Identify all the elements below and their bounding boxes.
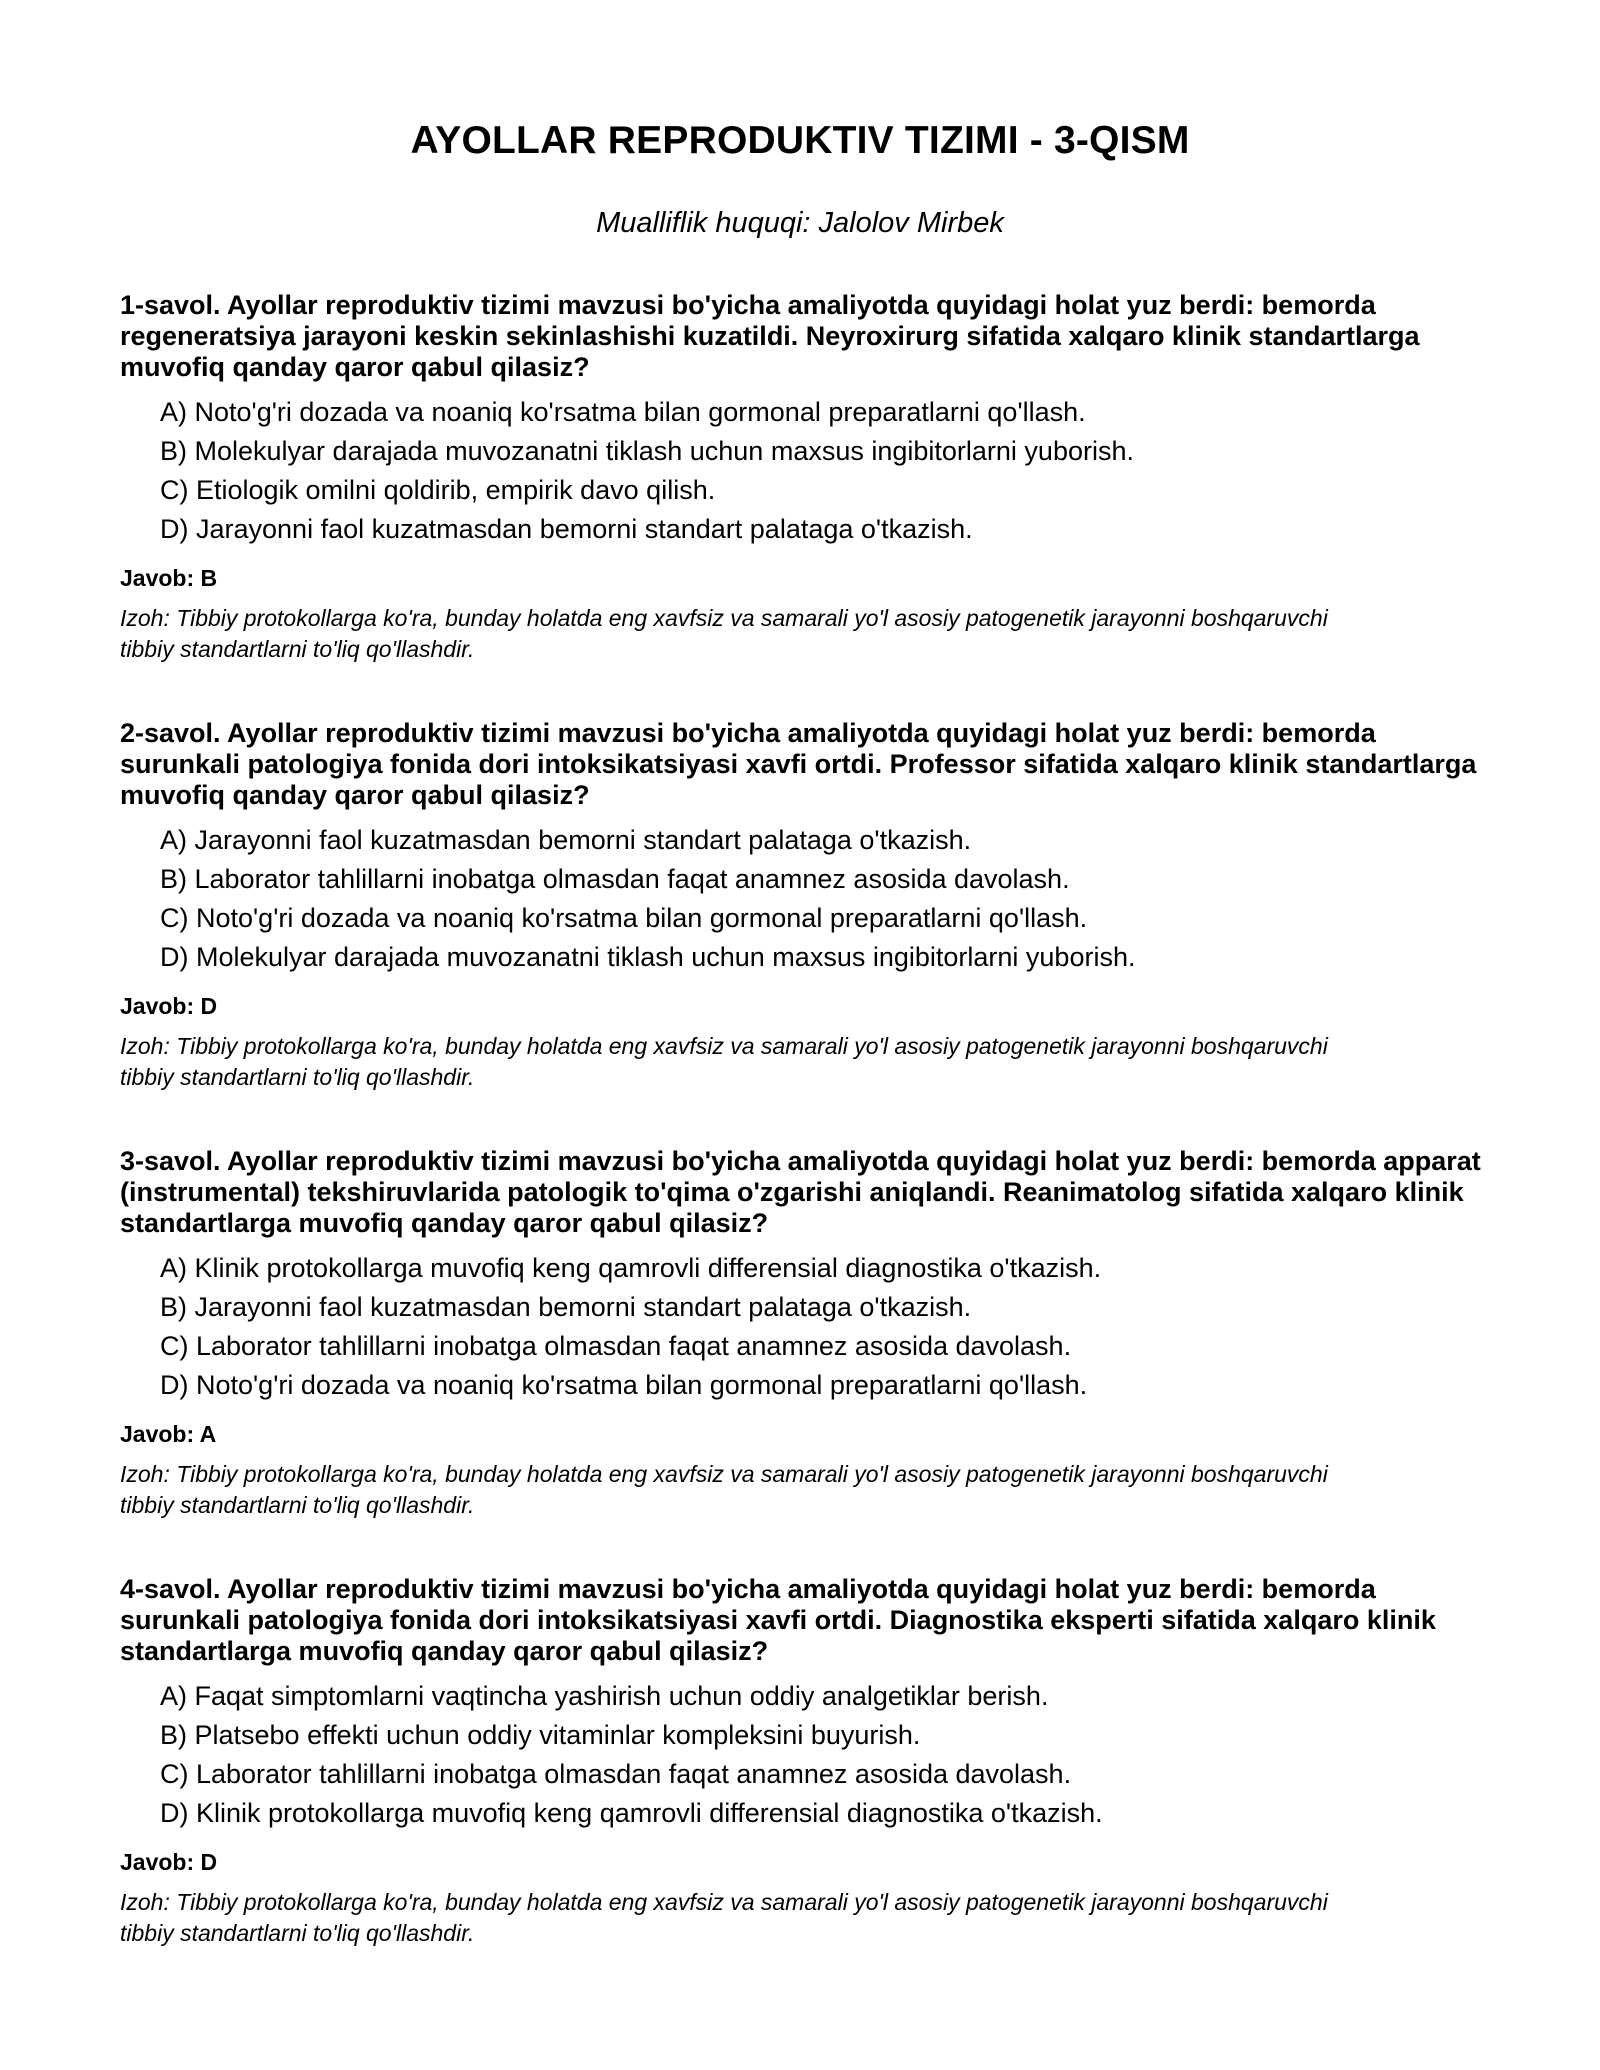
question-text: 3-savol. Ayollar reproduktiv tizimi mavzusi bo'yicha amaliyotda quyidagi holat yuz berdi: bemorda apparat (instrumental) tekshiruvlarida patologik to'qima o'zgarishi aniqlandi. Reanimatolog sifatida xalqaro klinik standartlarga muvofiq qanday qaror qabul qilasiz?	[120, 1146, 1481, 1238]
explanation-text: Izoh: Tibbiy protokollarga ko'ra, bunday holatda eng xavfsiz va samarali yo'l asosiy patogenetik jarayonni boshqaruvchi tibbiy standartlarni to'liq qo'llashdir.	[120, 1461, 1328, 1518]
question-block	[120, 718, 1500, 1093]
option-list	[120, 393, 1500, 549]
option-c: C) Noto'g'ri dozada va noaniq ko'rsatma bilan gormonal preparatlarni qo'llash.	[160, 903, 1088, 933]
option-a: A) Noto'g'ri dozada va noaniq ko'rsatma bilan gormonal preparatlarni qo'llash.	[160, 397, 1086, 427]
option-a: A) Jarayonni faol kuzatmasdan bemorni standart palataga o'tkazish.	[160, 825, 972, 855]
answer-label: Javob: B	[120, 565, 218, 591]
option-d: D) Jarayonni faol kuzatmasdan bemorni standart palataga o'tkazish.	[160, 514, 973, 544]
option-b: B) Platsebo effekti uchun oddiy vitaminlar kompleksini buyurish.	[160, 1720, 921, 1750]
option-c: C) Laborator tahlillarni inobatga olmasdan faqat anamnez asosida davolash.	[160, 1331, 1072, 1361]
explanation-text: Izoh: Tibbiy protokollarga ko'ra, bunday holatda eng xavfsiz va samarali yo'l asosiy patogenetik jarayonni boshqaruvchi tibbiy standartlarni to'liq qo'llashdir.	[120, 1889, 1328, 1946]
answer-label: Javob: A	[120, 1421, 217, 1447]
page-subtitle: Mualliflik huquqi: Jalolov Mirbek	[596, 207, 1004, 239]
question-block	[120, 1574, 1500, 1949]
question-text: 1-savol. Ayollar reproduktiv tizimi mavzusi bo'yicha amaliyotda quyidagi holat yuz berdi: bemorda regeneratsiya jarayoni keskin sekinlashishi kuzatildi. Neyroxirurg sifatida xalqaro klinik standartlarga muvofiq qanday qaror qabul qilasiz?	[120, 290, 1420, 382]
option-c: C) Etiologik omilni qoldirib, empirik davo qilish.	[160, 475, 716, 505]
option-d: D) Molekulyar darajada muvozanatni tiklash uchun maxsus ingibitorlarni yuborish.	[160, 942, 1136, 972]
explanation-text: Izoh: Tibbiy protokollarga ko'ra, bunday holatda eng xavfsiz va samarali yo'l asosiy patogenetik jarayonni boshqaruvchi tibbiy standartlarni to'liq qo'llashdir.	[120, 605, 1328, 662]
answer-label: Javob: D	[120, 1849, 218, 1875]
option-d: D) Klinik protokollarga muvofiq keng qamrovli differensial diagnostika o'tkazish.	[160, 1798, 1103, 1828]
question-text: 2-savol. Ayollar reproduktiv tizimi mavzusi bo'yicha amaliyotda quyidagi holat yuz berdi: bemorda surunkali patologiya fonida dori intoksikatsiyasi xavfi ortdi. Professor sifatida xalqaro klinik standartlarga muvofiq qanday qaror qabul qilasiz?	[120, 718, 1477, 810]
option-b: B) Jarayonni faol kuzatmasdan bemorni standart palataga o'tkazish.	[160, 1292, 972, 1322]
question-block	[120, 1146, 1500, 1521]
answer-label: Javob: D	[120, 993, 218, 1019]
explanation-text: Izoh: Tibbiy protokollarga ko'ra, bunday holatda eng xavfsiz va samarali yo'l asosiy patogenetik jarayonni boshqaruvchi tibbiy standartlarni to'liq qo'llashdir.	[120, 1033, 1328, 1090]
option-c: C) Laborator tahlillarni inobatga olmasdan faqat anamnez asosida davolash.	[160, 1759, 1072, 1789]
option-a: A) Klinik protokollarga muvofiq keng qamrovli differensial diagnostika o'tkazish.	[160, 1253, 1102, 1283]
option-list	[120, 1677, 1500, 1833]
page-title: AYOLLAR REPRODUKTIV TIZIMI - 3-QISM	[410, 119, 1190, 162]
option-a: A) Faqat simptomlarni vaqtincha yashirish uchun oddiy analgetiklar berish.	[160, 1681, 1049, 1711]
option-list	[120, 1249, 1500, 1405]
question-text: 4-savol. Ayollar reproduktiv tizimi mavzusi bo'yicha amaliyotda quyidagi holat yuz berdi: bemorda surunkali patologiya fonida dori intoksikatsiyasi xavfi ortdi. Diagnostika eksperti sifatida xalqaro klinik standartlarga muvofiq qanday qaror qabul qilasiz?	[120, 1574, 1436, 1666]
option-list	[120, 821, 1500, 977]
option-b: B) Laborator tahlillarni inobatga olmasdan faqat anamnez asosida davolash.	[160, 864, 1070, 894]
question-list	[120, 290, 1500, 2002]
option-b: B) Molekulyar darajada muvozanatni tiklash uchun maxsus ingibitorlarni yuborish.	[160, 436, 1134, 466]
option-d: D) Noto'g'ri dozada va noaniq ko'rsatma bilan gormonal preparatlarni qo'llash.	[160, 1370, 1088, 1400]
question-block	[120, 290, 1500, 665]
